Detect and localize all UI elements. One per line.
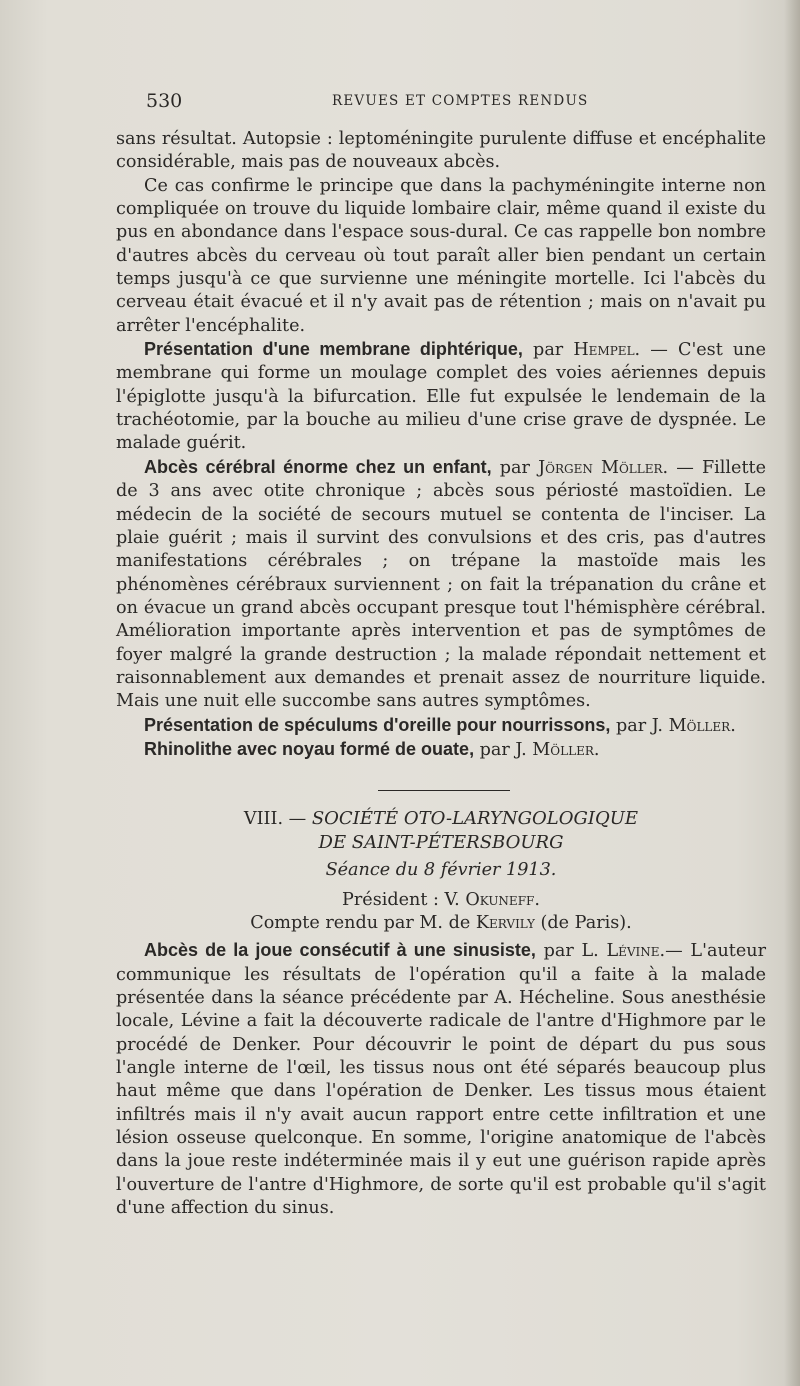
entry-author: Möller <box>532 739 594 760</box>
entry-abces-cerebral: Abcès cérébral énorme chez un enfant, par Jörgen Möller. — Fillette de 3 ans avec otite chronique ; abcès sous périosté mastoïdien. Le médecin de la société de secours mutuel se contenta de l'inciser. La plaie guérit ; mais il survint des convulsions et des cris, pas d'autres manifestations cérébrales ; on trépane la mastoïde mais les phénomènes cérébraux surviennent ; on fait la trépanation du crâne et on évacue un grand abcès occupant presque tout l'hémisphère cérébral. Amélioration importante après intervention et pas de symptômes de foyer malgré la grande destruction ; la malade répondait nettement et raisonnablement aux demandes et prenait assez de nourriture liquide. Mais une nuit elle succombe sans autres symptômes. <box>116 456 766 712</box>
running-head: REVUES ET COMPTES RENDUS <box>332 93 589 109</box>
entry-author: Lévine <box>606 941 660 962</box>
reporter-line: Compte rendu par M. de Kervily (de Paris). <box>250 912 632 933</box>
president-name: Okuneff <box>465 889 535 910</box>
section-title-line1: SOCIÉTÉ OTO-LARYNGOLOGIQUE <box>311 808 639 830</box>
paragraph-continued: sans résultat. Autopsie : leptoméningite purulente diffuse et encéphalite considérable, mais pas de nouveaux abcès. <box>116 129 766 173</box>
page-number: 530 <box>146 90 183 112</box>
entry-author: Jörgen Möller <box>538 457 663 478</box>
entry-abces-joue: Abcès de la joue consécutif à une sinusiste, par L. Lévine.— L'auteur communique les résultats de l'opération qu'il a faite à la malade présentée dans la séance précédente par A. Hécheline. Sous anesthésie locale, Lévine a fait la découverte radicale de l'antre d'Highmore par le procédé de Denker. Pour découvrir le point de départ du pus sous l'angle interne de l'œil, les tissus nous ont été séparés beaucoup plus haut même que dans l'opération de Denker. Les tissus mous étaient infiltrés mais il n'y avait aucun rapport entre cette infiltration et une lésion osseuse quelconque. En somme, l'origine anatomique de l'abcès dans la joue reste indéterminée mais il y eut une guérison rapide après l'ouverture de l'antre d'Highmore, de sorte qu'il est probable qu'il s'agit d'une affection du sinus. <box>116 940 766 1219</box>
body-text <box>116 128 766 1220</box>
entry-author: Hempel <box>573 340 635 361</box>
section-title-line2: DE SAINT-PÉTERSBOURG <box>318 832 564 854</box>
page-header <box>146 90 766 114</box>
sitting-date: Séance du 8 février 1913. <box>325 860 557 881</box>
entry-title: Présentation d'une membrane diphtérique, <box>144 339 523 360</box>
entry-membrane-diphterique: Présentation d'une membrane diphtérique, par Hempel. — C'est une membrane qui forme un moulage complet des voies aériennes depuis l'épiglotte jusqu'à la bifurcation. Elle fut expulsée le lendemain de la trachéotomie, par la bouche au milieu d'une crise grave de dyspnée. Le malade guérit. <box>116 339 766 454</box>
section-heading <box>116 807 766 855</box>
entry-title: Abcès de la joue consécutif à une sinusiste, <box>144 940 536 961</box>
entry-speculums: Présentation de spéculums d'oreille pour nourrissons, par J. Möller. <box>144 714 736 736</box>
entry-title: Rhinolithe avec noyau formé de ouate, <box>144 738 475 759</box>
page-edge-shadow <box>784 0 800 1386</box>
entry-title: Présentation de spéculums d'oreille pour nourrissons, <box>144 714 611 735</box>
entry-author: Möller <box>668 715 731 736</box>
entry-rhinolithe: Rhinolithe avec noyau formé de ouate, par J. Möller. <box>144 738 600 760</box>
president-line: Président : V. Okuneff. <box>342 889 540 910</box>
paragraph-commentary: Ce cas confirme le principe que dans la pachyméningite interne non compliquée on trouve du liquide lombaire clair, même quand il existe du pus en abondance dans l'espace sous-dural. Ce cas rappelle bon nombre d'autres abcès du cerveau où tout paraît aller bien pendant un certain temps jusqu'à ce que survienne une méningite mortelle. Ici l'abcès du cerveau était évacué et il n'y avait pas de rétention ; mais on n'avait pu arrêter l'encéphalite. <box>116 175 766 336</box>
entry-title: Abcès cérébral énorme chez un enfant, <box>144 456 492 477</box>
reporter-name: Kervily <box>475 912 535 933</box>
section-number: VIII. — <box>243 809 307 830</box>
section-divider <box>378 790 510 791</box>
